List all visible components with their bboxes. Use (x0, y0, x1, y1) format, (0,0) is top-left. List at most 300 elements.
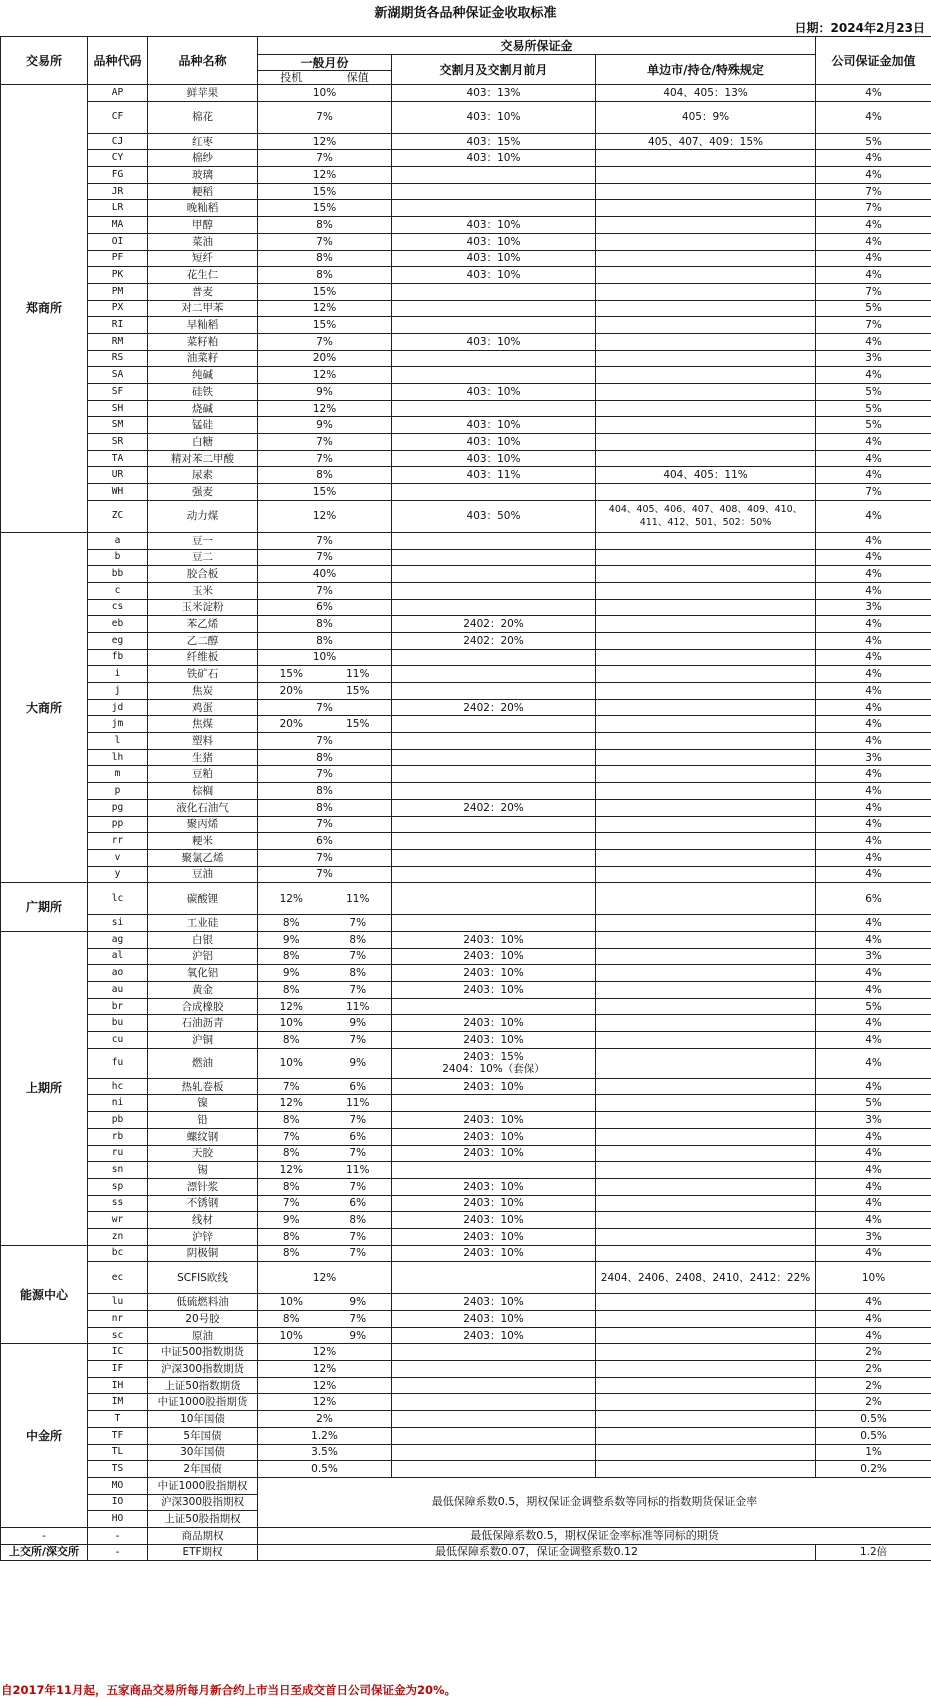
spec-margin-cell: 7% (258, 1078, 325, 1095)
delivery-margin-cell: 2402：20% (392, 799, 596, 816)
code-cell: hc (88, 1078, 148, 1095)
hedge-margin-cell: 7% (325, 1245, 392, 1262)
spec-margin-cell: 3.5% (258, 1444, 392, 1461)
company-add-cell: 7% (816, 484, 931, 501)
company-add-cell: 4% (816, 915, 931, 932)
special-rule-cell (596, 267, 816, 284)
spec-margin-cell: 8% (258, 1178, 325, 1195)
special-rule-cell (596, 1427, 816, 1444)
special-rule-cell (596, 931, 816, 948)
delivery-margin-cell (392, 783, 596, 800)
table-row (1, 749, 931, 766)
hedge-margin-cell: 9% (325, 1294, 392, 1311)
table-row (1, 200, 931, 217)
delivery-line: 2404：10%（套保） (442, 1063, 545, 1076)
code-cell: rb (88, 1128, 148, 1145)
spec-margin-cell: 20% (258, 716, 325, 733)
special-rule-cell (596, 1361, 816, 1378)
delivery-margin-cell (392, 400, 596, 417)
company-add-cell: 2% (816, 1361, 931, 1378)
special-rule-cell (596, 799, 816, 816)
table-row (1, 1361, 931, 1378)
delivery-margin-cell (392, 1377, 596, 1394)
code-cell: RM (88, 333, 148, 350)
company-add-cell: 4% (816, 766, 931, 783)
company-add-cell: 0.5% (816, 1427, 931, 1444)
table-row (1, 350, 931, 367)
special-rule-cell (596, 1411, 816, 1428)
company-add-cell: 1.2倍 (816, 1544, 931, 1561)
delivery-margin-cell (392, 883, 596, 915)
special-rule-cell: 405、407、409：15% (596, 133, 816, 150)
name-cell: 工业硅 (148, 915, 258, 932)
name-cell: 锡 (148, 1162, 258, 1179)
company-add-cell: 4% (816, 666, 931, 683)
name-cell: 20号胶 (148, 1311, 258, 1328)
code-cell: eb (88, 616, 148, 633)
special-rule-cell (596, 283, 816, 300)
code-cell: nr (88, 1311, 148, 1328)
name-cell: 乙二醇 (148, 632, 258, 649)
delivery-margin-cell (392, 666, 596, 683)
delivery-margin-cell: 403：10% (392, 250, 596, 267)
hedge-margin-cell: 11% (325, 666, 392, 683)
table-row (1, 666, 931, 683)
date-label: 日期：2024年2月23日 (794, 21, 925, 35)
spec-margin-cell: 6% (258, 599, 392, 616)
company-add-cell: 5% (816, 133, 931, 150)
header-company-add: 公司保证金加值 (816, 37, 931, 85)
name-cell: 强麦 (148, 484, 258, 501)
table-row (1, 1095, 931, 1112)
name-cell: 纤维板 (148, 649, 258, 666)
table-row (1, 1294, 931, 1311)
name-cell: 阴极铜 (148, 1245, 258, 1262)
code-cell: CF (88, 101, 148, 133)
spec-margin-cell: 15% (258, 484, 392, 501)
special-rule-cell (596, 733, 816, 750)
exchange-cell: - (1, 1527, 88, 1544)
table-row (1, 1078, 931, 1095)
special-rule-cell (596, 1145, 816, 1162)
table-row (1, 632, 931, 649)
spec-margin-cell: 8% (258, 948, 325, 965)
name-cell: 玻璃 (148, 167, 258, 184)
company-add-cell: 7% (816, 183, 931, 200)
company-add-cell: 3% (816, 948, 931, 965)
hedge-margin-cell: 7% (325, 1311, 392, 1328)
code-cell: ec (88, 1262, 148, 1294)
code-cell: MO (88, 1477, 148, 1494)
code-cell: lc (88, 883, 148, 915)
special-rule-cell (596, 1394, 816, 1411)
name-cell: 聚氯乙烯 (148, 849, 258, 866)
company-add-cell: 2% (816, 1394, 931, 1411)
company-add-cell: 4% (816, 982, 931, 999)
company-add-cell: 4% (816, 866, 931, 883)
table-row (1, 85, 931, 102)
code-cell: sp (88, 1178, 148, 1195)
delivery-margin-cell: 403：10% (392, 233, 596, 250)
company-add-cell: 4% (816, 167, 931, 184)
special-rule-cell (596, 1245, 816, 1262)
company-add-cell: 4% (816, 566, 931, 583)
table-row (1, 566, 931, 583)
hedge-margin-cell: 6% (325, 1128, 392, 1145)
footer-note: 自2017年11月起，五家商品交易所每月新合约上市当日至成交首日公司保证金为20%。 (1, 1683, 457, 1697)
name-cell: 中证500指数期货 (148, 1344, 258, 1361)
company-add-cell: 4% (816, 1145, 931, 1162)
spec-margin-cell: 10% (258, 1015, 325, 1032)
table-row (1, 883, 931, 915)
name-cell: 菜油 (148, 233, 258, 250)
spec-margin-cell: 10% (258, 1294, 325, 1311)
company-add-cell: 4% (816, 1245, 931, 1262)
special-rule-cell (596, 1128, 816, 1145)
spec-margin-cell: 12% (258, 1377, 392, 1394)
delivery-margin-cell: 2403：10% (392, 1078, 596, 1095)
special-rule-cell (596, 549, 816, 566)
special-rule-cell (596, 200, 816, 217)
name-cell: 苯乙烯 (148, 616, 258, 633)
delivery-margin-cell (392, 1048, 596, 1078)
name-cell: 花生仁 (148, 267, 258, 284)
name-cell: 中证1000股指期货 (148, 1394, 258, 1411)
table-row (1, 1162, 931, 1179)
name-cell: 液化石油气 (148, 799, 258, 816)
special-rule-cell (596, 484, 816, 501)
special-rule-cell (596, 183, 816, 200)
special-rule-cell (596, 883, 816, 915)
header-general-month: 一般月份 (258, 55, 392, 71)
hedge-margin-cell: 11% (325, 883, 392, 915)
special-rule-cell (596, 566, 816, 583)
table-row (1, 167, 931, 184)
hedge-margin-cell: 7% (325, 1145, 392, 1162)
company-add-cell: 2% (816, 1344, 931, 1361)
code-cell: UR (88, 467, 148, 484)
name-cell: 氧化铝 (148, 965, 258, 982)
special-rule-cell: 404、405：11% (596, 467, 816, 484)
table-row (1, 649, 931, 666)
special-rule-cell (596, 1015, 816, 1032)
hedge-margin-cell: 8% (325, 965, 392, 982)
company-add-cell: 4% (816, 1162, 931, 1179)
delivery-margin-cell (392, 1444, 596, 1461)
special-rule-cell (596, 167, 816, 184)
delivery-margin-cell (392, 549, 596, 566)
delivery-margin-cell: 403：11% (392, 467, 596, 484)
table-row (1, 367, 931, 384)
table-row (1, 532, 931, 549)
name-cell: 粳米 (148, 833, 258, 850)
exchange-cell: 能源中心 (1, 1245, 88, 1344)
table-row (1, 300, 931, 317)
spec-margin-cell: 9% (258, 931, 325, 948)
delivery-margin-cell (392, 317, 596, 334)
margin-table (0, 36, 931, 1561)
delivery-margin-cell: 2403：10% (392, 965, 596, 982)
delivery-margin-cell: 403：10% (392, 217, 596, 234)
special-rule-cell: 404、405、406、407、408、409、410、411、412、501、502：50% (596, 500, 816, 532)
spec-margin-cell: 7% (258, 549, 392, 566)
company-add-cell: 7% (816, 283, 931, 300)
name-cell: 早籼稻 (148, 317, 258, 334)
company-add-cell: 4% (816, 632, 931, 649)
code-cell: si (88, 915, 148, 932)
special-rule-cell (596, 1112, 816, 1129)
table-row (1, 1527, 931, 1544)
spec-margin-cell: 15% (258, 317, 392, 334)
name-cell: 天胶 (148, 1145, 258, 1162)
table-row (1, 998, 931, 1015)
delivery-margin-cell (392, 1361, 596, 1378)
delivery-margin-cell: 403：13% (392, 85, 596, 102)
delivery-margin-cell (392, 1394, 596, 1411)
name-cell: 镍 (148, 1095, 258, 1112)
special-rule-cell (596, 948, 816, 965)
code-cell: PM (88, 283, 148, 300)
table-row (1, 1544, 931, 1561)
table-row (1, 467, 931, 484)
delivery-margin-cell: 2403：10% (392, 1212, 596, 1229)
special-rule-cell (596, 766, 816, 783)
delivery-margin-cell: 2403：10% (392, 948, 596, 965)
delivery-margin-cell: 403：10% (392, 267, 596, 284)
code-cell: a (88, 532, 148, 549)
code-cell: b (88, 549, 148, 566)
table-row (1, 816, 931, 833)
company-add-cell: 4% (816, 1015, 931, 1032)
spec-margin-cell: 9% (258, 965, 325, 982)
special-rule-cell (596, 816, 816, 833)
table-row (1, 799, 931, 816)
options-note-cell: 最低保障系数0.5，期权保证金调整系数等同标的指数期货保证金率 (258, 1477, 931, 1527)
exchange-cell: 上交所/深交所 (1, 1544, 88, 1561)
special-rule-cell (596, 1311, 816, 1328)
spec-margin-cell: 2% (258, 1411, 392, 1428)
delivery-margin-cell: 403：10% (392, 150, 596, 167)
hedge-margin-cell: 7% (325, 1112, 392, 1129)
name-cell: 原油 (148, 1327, 258, 1344)
name-cell: 石油沥青 (148, 1015, 258, 1032)
code-cell: bu (88, 1015, 148, 1032)
table-row (1, 766, 931, 783)
special-rule-cell (596, 1228, 816, 1245)
company-add-cell: 5% (816, 417, 931, 434)
table-row (1, 549, 931, 566)
table-row (1, 417, 931, 434)
delivery-margin-cell (392, 566, 596, 583)
special-rule-cell (596, 965, 816, 982)
code-cell: lh (88, 749, 148, 766)
special-rule-cell (596, 599, 816, 616)
code-cell: SF (88, 384, 148, 401)
spec-margin-cell: 7% (258, 101, 392, 133)
code-cell: l (88, 733, 148, 750)
table-row (1, 250, 931, 267)
code-cell: - (88, 1544, 148, 1561)
page-title: 新湖期货各品种保证金收取标准 (374, 6, 557, 21)
name-cell: 热轧卷板 (148, 1078, 258, 1095)
company-add-cell: 4% (816, 1048, 931, 1078)
name-cell: 漂针浆 (148, 1178, 258, 1195)
spec-margin-cell: 12% (258, 1162, 325, 1179)
special-rule-cell (596, 833, 816, 850)
table-row (1, 965, 931, 982)
company-add-cell: 4% (816, 532, 931, 549)
delivery-margin-cell: 2402：20% (392, 616, 596, 633)
special-rule-cell: 2404、2406、2408、2410、2412：22% (596, 1262, 816, 1294)
code-cell: br (88, 998, 148, 1015)
special-rule-cell (596, 1327, 816, 1344)
special-rule-cell (596, 749, 816, 766)
table-row (1, 1195, 931, 1212)
name-cell: 中证1000股指期权 (148, 1477, 258, 1494)
company-add-cell: 4% (816, 582, 931, 599)
code-cell: T (88, 1411, 148, 1428)
name-cell: 玉米淀粉 (148, 599, 258, 616)
code-cell: HO (88, 1511, 148, 1528)
code-cell: p (88, 783, 148, 800)
table-row (1, 1394, 931, 1411)
code-cell: jd (88, 699, 148, 716)
special-rule-cell (596, 1461, 816, 1478)
spec-margin-cell: 12% (258, 400, 392, 417)
company-add-cell: 7% (816, 200, 931, 217)
table-row (1, 1411, 931, 1428)
special-rule-cell (596, 367, 816, 384)
name-cell: 焦炭 (148, 683, 258, 700)
delivery-margin-cell (392, 1411, 596, 1428)
code-cell: TS (88, 1461, 148, 1478)
table-row (1, 1444, 931, 1461)
exchange-cell: 上期所 (1, 931, 88, 1245)
spec-margin-cell: 12% (258, 1095, 325, 1112)
delivery-margin-cell (392, 1427, 596, 1444)
code-cell: pg (88, 799, 148, 816)
spec-margin-cell: 12% (258, 133, 392, 150)
table-row (1, 400, 931, 417)
delivery-margin-cell (392, 683, 596, 700)
delivery-margin-cell (392, 833, 596, 850)
spec-margin-cell: 12% (258, 1344, 392, 1361)
delivery-margin-cell: 2403：10% (392, 1032, 596, 1049)
code-cell: JR (88, 183, 148, 200)
spec-margin-cell: 8% (258, 749, 392, 766)
spec-margin-cell: 20% (258, 350, 392, 367)
name-cell: SCFIS欧线 (148, 1262, 258, 1294)
spec-margin-cell: 15% (258, 183, 392, 200)
company-add-cell: 4% (816, 500, 931, 532)
delivery-margin-cell: 2403：10% (392, 931, 596, 948)
table-row (1, 1427, 931, 1444)
company-add-cell: 4% (816, 1327, 931, 1344)
company-add-cell: 4% (816, 1311, 931, 1328)
table-row (1, 101, 931, 133)
spec-margin-cell: 8% (258, 267, 392, 284)
special-rule-cell (596, 333, 816, 350)
code-cell: pp (88, 816, 148, 833)
code-cell: au (88, 982, 148, 999)
name-cell: 低硫燃料油 (148, 1294, 258, 1311)
table-row (1, 450, 931, 467)
company-add-cell: 4% (816, 450, 931, 467)
name-cell: 精对苯二甲酸 (148, 450, 258, 467)
hedge-margin-cell: 7% (325, 915, 392, 932)
name-cell: 晚籼稻 (148, 200, 258, 217)
code-cell: eg (88, 632, 148, 649)
table-row (1, 1178, 931, 1195)
name-cell: 聚丙烯 (148, 816, 258, 833)
name-cell: 对二甲苯 (148, 300, 258, 317)
special-rule-cell (596, 699, 816, 716)
name-cell: 豆粕 (148, 766, 258, 783)
name-cell: 棉花 (148, 101, 258, 133)
spec-margin-cell: 10% (258, 1048, 325, 1078)
spec-margin-cell: 7% (258, 233, 392, 250)
hedge-margin-cell: 15% (325, 683, 392, 700)
delivery-line: 2403：15% (463, 1051, 524, 1064)
code-cell: RI (88, 317, 148, 334)
header-unilateral: 单边市/持仓/特殊规定 (596, 55, 816, 85)
special-rule-cell (596, 250, 816, 267)
company-add-cell: 4% (816, 267, 931, 284)
name-cell: 沪铝 (148, 948, 258, 965)
header-hedge: 保值 (325, 71, 392, 85)
spec-margin-cell: 12% (258, 1394, 392, 1411)
name-cell: 粳稻 (148, 183, 258, 200)
spec-margin-cell: 7% (258, 434, 392, 451)
delivery-margin-cell (392, 484, 596, 501)
company-add-cell: 3% (816, 1112, 931, 1129)
name-cell: 上证50股指期权 (148, 1511, 258, 1528)
company-add-cell: 4% (816, 833, 931, 850)
spec-margin-cell: 0.5% (258, 1461, 392, 1478)
spec-margin-cell: 12% (258, 500, 392, 532)
special-rule-cell (596, 866, 816, 883)
hedge-margin-cell: 8% (325, 1212, 392, 1229)
code-cell: m (88, 766, 148, 783)
company-add-cell: 10% (816, 1262, 931, 1294)
spec-margin-cell: 20% (258, 683, 325, 700)
delivery-margin-cell: 2402：20% (392, 632, 596, 649)
company-add-cell: 4% (816, 931, 931, 948)
code-cell: fu (88, 1048, 148, 1078)
delivery-margin-cell (392, 649, 596, 666)
code-cell: cu (88, 1032, 148, 1049)
table-row (1, 1212, 931, 1229)
name-cell: 烧碱 (148, 400, 258, 417)
table-row (1, 1145, 931, 1162)
name-cell: 5年国债 (148, 1427, 258, 1444)
spec-margin-cell: 15% (258, 200, 392, 217)
company-add-cell: 4% (816, 716, 931, 733)
company-add-cell: 3% (816, 749, 931, 766)
name-cell: 普麦 (148, 283, 258, 300)
code-cell: lu (88, 1294, 148, 1311)
company-add-cell: 3% (816, 599, 931, 616)
name-cell: 短纤 (148, 250, 258, 267)
code-cell: pb (88, 1112, 148, 1129)
name-cell: 碳酸锂 (148, 883, 258, 915)
spec-margin-cell: 7% (258, 532, 392, 549)
spec-margin-cell: 15% (258, 666, 325, 683)
company-add-cell: 4% (816, 217, 931, 234)
table-row (1, 783, 931, 800)
spec-margin-cell: 9% (258, 384, 392, 401)
delivery-margin-cell (392, 816, 596, 833)
